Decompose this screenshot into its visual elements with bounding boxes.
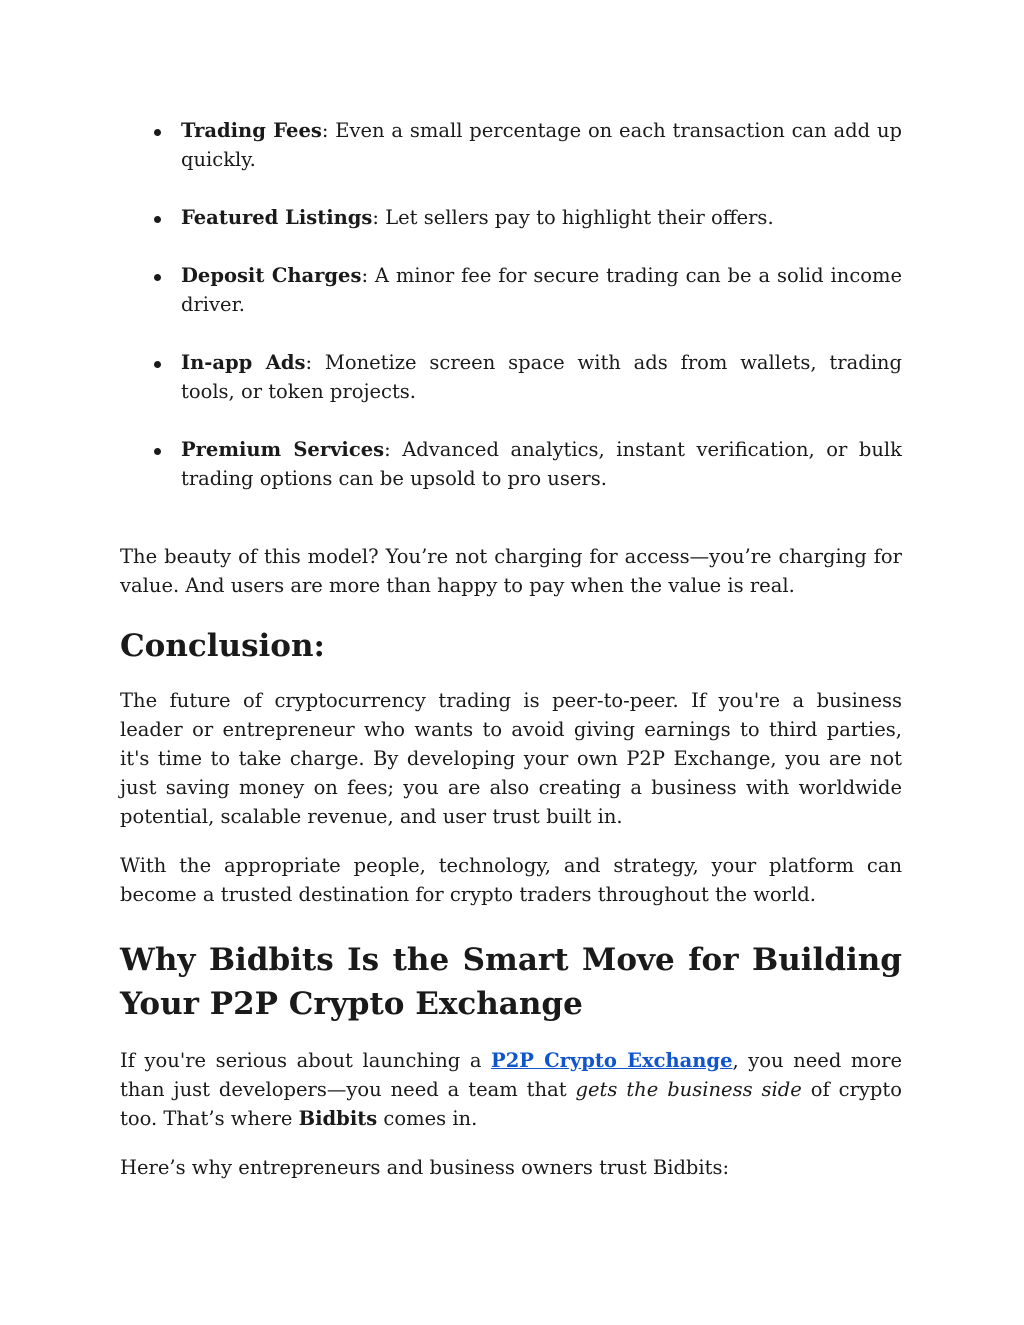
why-p1-text: , you need more than just developers—you need a team that [120,1049,902,1101]
bullet-dot-icon [154,361,161,368]
bullet-deposit-charges [120,261,902,319]
bullet-term: In-app Ads [181,351,306,374]
bullet-premium-services [120,435,902,493]
why-paragraph-2: Here’s why entrepreneurs and business owners trust Bidbits: [120,1156,730,1179]
bullet-dot-icon [154,448,161,455]
document-page [120,116,902,1182]
bullet-dot-icon [154,129,161,136]
bullet-term: Trading Fees [181,119,322,142]
bullet-text: : Even a small percentage on each transaction can add up quickly. [181,119,902,171]
conclusion-paragraph-2: With the appropriate people, technology, and strategy, your platform can become a trusted destination for crypto traders throughout the world. [120,854,902,906]
bullet-trading-fees [120,116,902,174]
bullet-text: : A minor fee for secure trading can be a solid income driver. [181,264,903,316]
bullet-dot-icon [154,274,161,281]
conclusion-paragraph-1: The future of cryptocurrency trading is peer-to-peer. If you're a business leader or entrepreneur who wants to avoid giving earnings to third parties, it's time to take charge. By developing your own P2P Exchange, you are not just saving money on fees; you are also creating a business with worldwide potential, scalable revenue, and user trust built in. [120,689,902,828]
why-paragraph-1 [120,1046,902,1133]
bullet-in-app-ads [120,348,902,406]
why-p1-text: of crypto too. That’s where [120,1078,902,1130]
bullet-term: Premium Services [181,438,385,461]
bullet-dot-icon [154,216,161,223]
bullet-text: : Let sellers pay to highlight their offers. [372,206,774,229]
bullet-text: : Monetize screen space with ads from wallets, trading tools, or token projects. [181,351,902,403]
why-bidbits-heading: Why Bidbits Is the Smart Move for Building Your P2P Crypto Exchange [120,942,902,1022]
why-p1-italic: gets the business side [575,1078,802,1101]
bullet-term: Featured Listings [181,206,373,229]
bullet-text: : Advanced analytics, instant verification, or bulk trading options can be upsold to pro users. [181,438,902,490]
bullet-featured-listings [120,203,902,232]
conclusion-heading: Conclusion: [120,628,325,664]
p2p-crypto-exchange-link[interactable]: P2P Crypto Exchange [491,1049,733,1072]
why-p1-text: If you're serious about launching a [120,1049,492,1072]
why-p1-bold: Bidbits [298,1107,378,1130]
why-p1-text: comes in. [377,1107,478,1130]
revenue-bullet-list [120,116,902,493]
bullet-term: Deposit Charges [181,264,362,287]
beauty-paragraph: The beauty of this model? You’re not charging for access—you’re charging for value. And users are more than happy to pay when the value is real. [120,545,902,597]
